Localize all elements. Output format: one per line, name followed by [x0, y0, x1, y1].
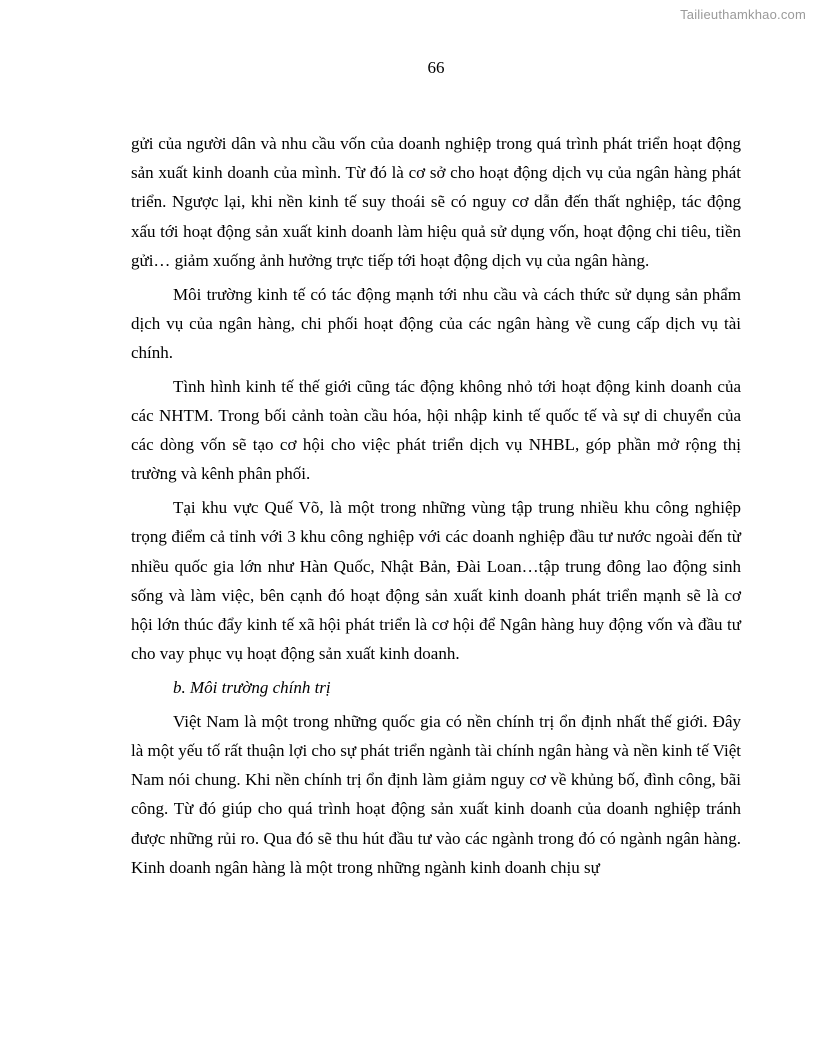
paragraph-political-environment: Việt Nam là một trong những quốc gia có nền chính trị ổn định nhất thế giới. Đây là một yếu tố rất thuận lợi cho sự phát triển ngành tài chính ngân hàng và nền kinh tế Việt Nam nói chung. Khi nền chính trị ổn định làm giảm nguy cơ về khủng bố, đình công, bãi công. Từ đó giúp cho quá trình hoạt động sản xuất kinh doanh của doanh nghiệp tránh được những rủi ro. Qua đó sẽ thu hút đầu tư vào các ngành trong đó có ngành ngân hàng. Kinh doanh ngân hàng là một trong những ngành kinh doanh chịu sự: [131, 711, 741, 877]
paragraph-economic-continuation: gửi của người dân và nhu cầu vốn của doanh nghiệp trong quá trình phát triển hoạt động sản xuất kinh doanh của mình. Từ đó là cơ sở cho hoạt động dịch vụ của ngân hàng phát triển. Ngược lại, khi nền kinh tế suy thoái sẽ có nguy cơ dẫn đến thất nghiệp, tác động xấu tới hoạt động sản xuất kinh doanh làm hiệu quả sử dụng vốn, hoạt động chi tiêu, tiền gửi… giảm xuống ảnh hưởng trực tiếp tới hoạt động dịch vụ của ngân hàng.: [131, 134, 741, 270]
page-number: 66: [427, 58, 445, 77]
paragraph-economic-environment: Môi trường kinh tế có tác động mạnh tới nhu cầu và cách thức sử dụng sản phẩm dịch vụ của ngân hàng, chi phối hoạt động của các ngân hàng về cung cấp dịch vụ tài chính.: [131, 284, 741, 363]
section-heading-political-environment: b. Môi trường chính trị: [173, 678, 331, 698]
paragraph-que-vo-region: Tại khu vực Quế Võ, là một trong những vùng tập trung nhiều khu công nghiệp trọng điểm cả tỉnh với 3 khu công nghiệp với các doanh nghiệp đầu tư nước ngoài đến từ nhiều quốc gia lớn như Hàn Quốc, Nhật Bản, Đài Loan…tập trung đông lao động sinh sống và làm việc, bên cạnh đó hoạt động sản xuất kinh doanh phát triển mạnh sẽ là cơ hội lớn thúc đẩy kinh tế xã hội phát triển là cơ hội để Ngân hàng huy động vốn và đầu tư cho vay phục vụ hoạt động sản xuất kinh doanh.: [131, 498, 741, 664]
document-body: [131, 129, 741, 887]
watermark-text: Tailieuthamkhao.com: [680, 7, 806, 22]
paragraph-world-economy: Tình hình kinh tế thế giới cũng tác động không nhỏ tới hoạt động kinh doanh của các NHTM. Trong bối cảnh toàn cầu hóa, hội nhập kinh tế quốc tế và sự di chuyển của các dòng vốn sẽ tạo cơ hội cho việc phát triển dịch vụ NHBL, góp phần mở rộng thị trường và kênh phân phối.: [131, 376, 741, 484]
